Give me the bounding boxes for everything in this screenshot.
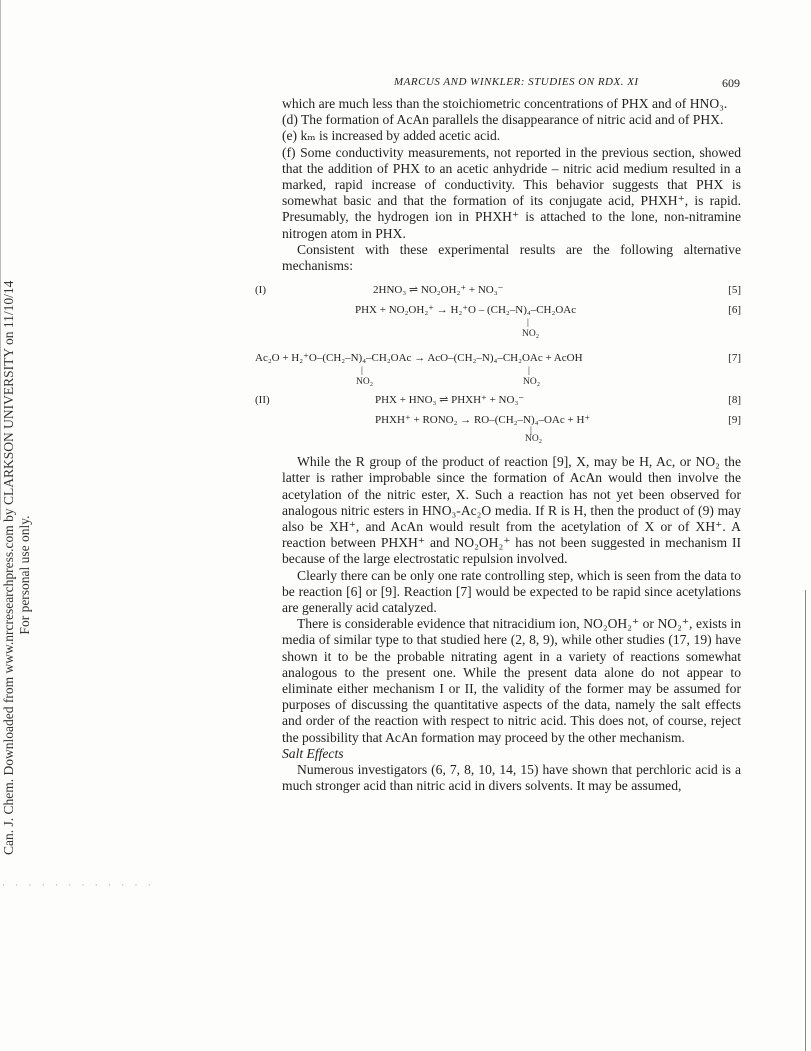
equation-5: 2HNO₃ ⇌ NO₂OH₂⁺ + NO₃⁻ [373,284,504,297]
watermark-line-2: For personal use only. [17,515,32,635]
body-text [255,96,741,795]
equation-number: [7] [728,352,741,365]
watermark-line-1: Can. J. Chem. Downloaded from www.nrcresearchpress.com by CLARKSON UNIVERSITY on 11/10/14 [1,280,16,855]
paragraph: which are much less than the stoichiometric concentrations of PHX and of HNO₃. [282,96,728,111]
download-watermark [1,280,35,855]
paragraph: (f) Some conductivity measurements, not reported in the previous section, showed that the addition of PHX to an acetic anhydride – nitric acid medium resulted in a marked, rapid increase of conductivity. This behavior suggests that PHX is somewhat basic and that the formation of its conjugate acid, PHXH⁺, is rapid. Presumably, the hydrogen ion in PHXH⁺ is attached to the lone, non-nitramine nitrogen atom in PHX. [282,144,741,241]
mechanism-label: (II) [255,394,270,407]
nitro-group-label: NO₂ [525,434,543,445]
bond-line: | [527,318,529,329]
equation-number: [9] [728,414,741,427]
equation-8: PHX + HNO₃ ⇌ PHXH⁺ + NO₃⁻ [375,394,525,407]
paragraph: Numerous investigators (6, 7, 8, 10, 14, 15) have shown that perchloric acid is a much stronger acid than nitric acid in divers solvents. It may be assumed, [282,762,741,794]
page-number: 609 [722,76,740,90]
nitro-group-label: NO₂ [522,329,540,340]
scan-specks: · · · · · · · · · · · · [2,880,155,890]
scan-edge-line-right [805,590,806,1051]
section-heading: Salt Effects [282,745,344,761]
nitro-group-label: NO₂ [356,377,374,388]
equation-7: Ac₂O + H₂⁺O–(CH₂–N)₄–CH₂OAc → AcO–(CH₂–N)₄–CH₂OAc + AcOH [255,352,583,365]
bond-line: | [361,366,363,377]
equation-6: PHX + NO₂OH₂⁺ → H₂⁺O – (CH₂–N)₄–CH₂OAc [355,304,577,317]
page-header [282,76,740,92]
mechanism-label: (I) [255,284,266,297]
bond-line: | [528,366,530,377]
paragraph: Consistent with these experimental results are the following alternative mechanisms: [282,241,741,274]
paragraph: (e) kₘ is increased by added acetic acid. [282,128,501,144]
equation-number: [5] [728,284,741,297]
bond-line: | [530,426,532,437]
running-head: MARCUS AND WINKLER: STUDIES ON RDX. XI [394,76,639,88]
paragraph: While the R group of the product of reaction [9], X, may be H, Ac, or NO₂ the latter is rather improbable since the formation of AcAn would then involve the acetylation of the nitric ester, X. Such a reaction has not yet been observed for analogous nitric esters in HNO₃-Ac₂O media. If R is H, then the product of (9) may also be XH⁺, and AcAn would result from the acetylation of X or of XH⁺. A reaction between PHXH⁺ and NO₂OH₂⁺ has not been suggested in mechanism II because of the large electrostatic repulsion involved. [282,454,741,567]
equation-9: PHXH⁺ + RONO₂ → RO–(CH₂–N)₄–OAc + H⁺ [375,414,591,427]
equation-number: [6] [728,304,741,317]
paragraph: (d) The formation of AcAn parallels the disappearance of nitric acid and of PHX. [282,112,724,128]
paragraph: Clearly there can be only one rate controlling step, which is seen from the data to be reaction [6] or [9]. Reaction [7] would be expected to be rapid since acetylations are generally acid catalyzed. [282,567,741,616]
equation-number: [8] [728,394,741,407]
reaction-mechanisms [255,278,741,445]
nitro-group-label: NO₂ [523,377,541,388]
paragraph: There is considerable evidence that nitracidium ion, NO₂OH₂⁺ or NO₂⁺, exists in media of similar type to that studied here (2, 8, 9), while other studies (17, 19) have shown it to be the probable nitrating agent in a variety of reactions somewhat analogous to the present one. While the present data alone do not appear to eliminate either mechanism I or II, the validity of the former may be assumed for purposes of discussing the quantitative aspects of the data, namely the salt effects and order of the reaction with respect to nitric acid. This does not, of course, reject the possibility that AcAn formation may proceed by the other mechanism. [282,616,741,745]
